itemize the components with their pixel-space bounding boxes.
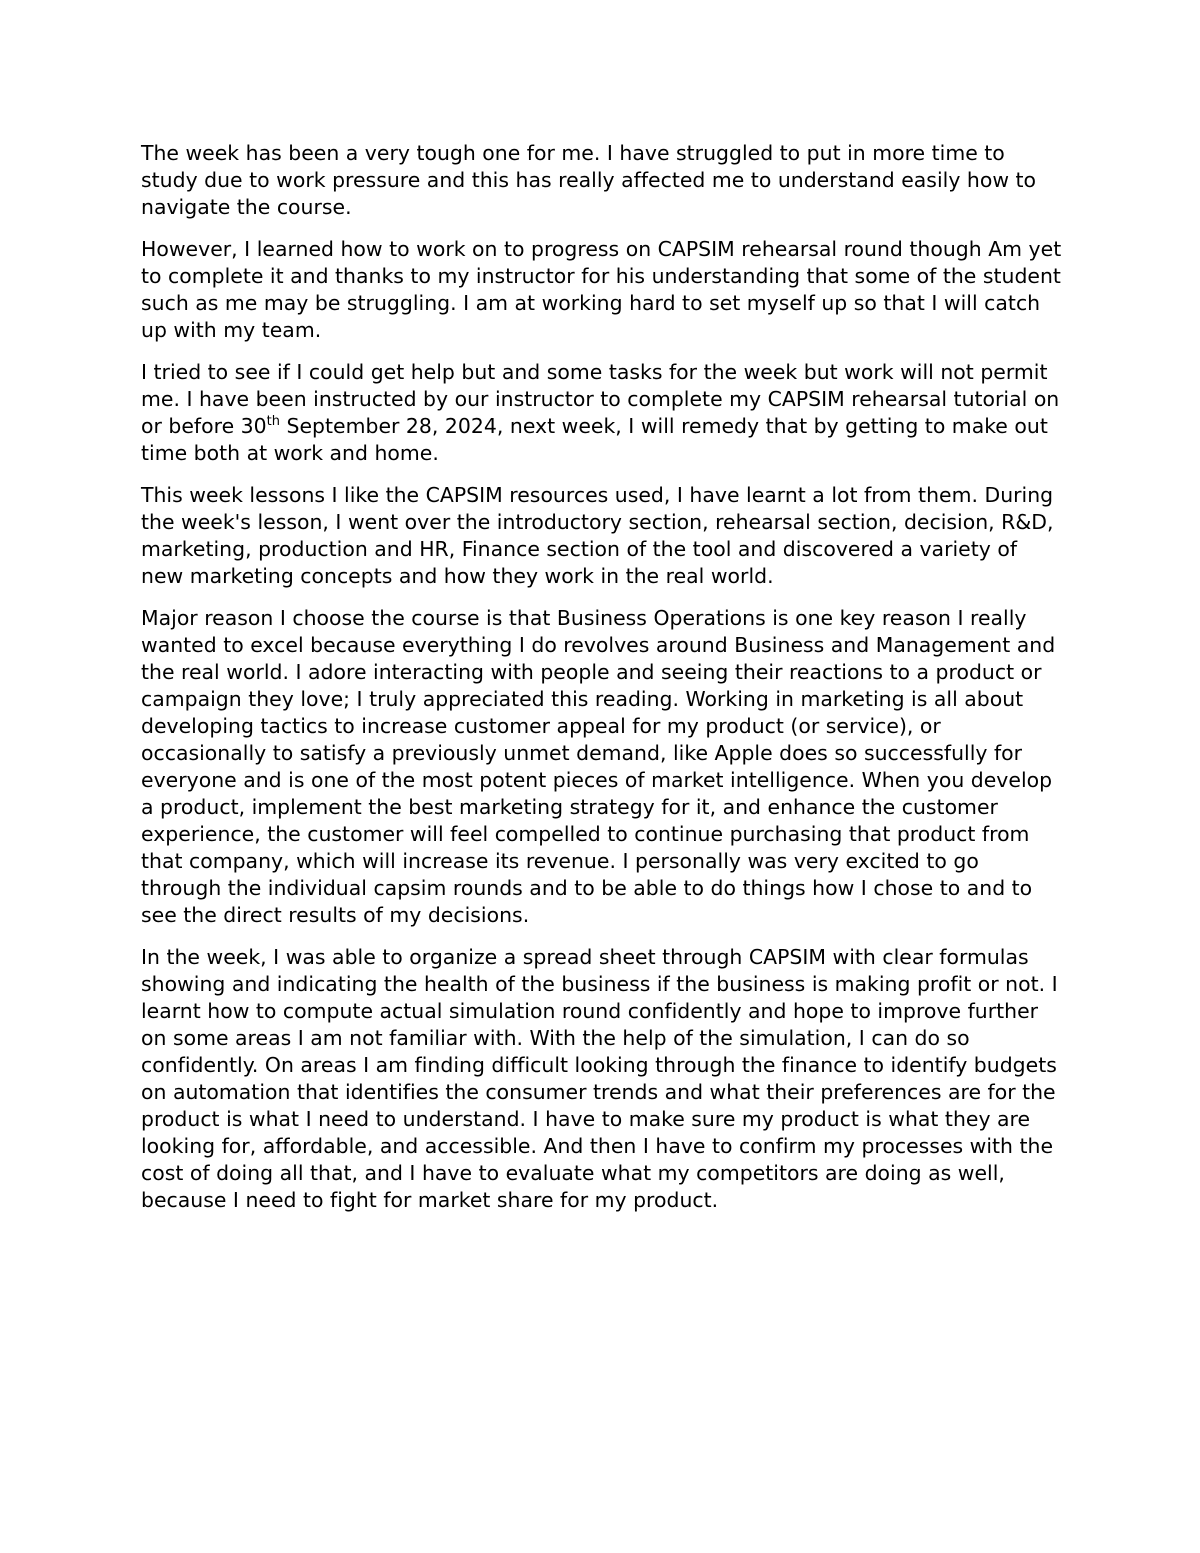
paragraph-3	[141, 359, 1063, 467]
document-body	[141, 140, 1063, 1229]
paragraph-6: In the week, I was able to organize a spread sheet through CAPSIM with clear formulas showing and indicating the health of the business if the business is making profit or not. I learnt how to compute actual simulation round confidently and hope to improve further on some areas I am not familiar with. With the help of the simulation, I can do so confidently. On areas I am finding difficult looking through the finance to identify budgets on automation that identifies the consumer trends and what their preferences are for the product is what I need to understand. I have to make sure my product is what they are looking for, affordable, and accessible. And then I have to confirm my processes with the cost of doing all that, and I have to evaluate what my competitors are doing as well, because I need to fight for market share for my product.	[141, 945, 1058, 1212]
paragraph-2: However, I learned how to work on to progress on CAPSIM rehearsal round though Am yet to complete it and thanks to my instructor for his understanding that some of the student such as me may be struggling. I am at working hard to set myself up so that I will catch up with my team.	[141, 237, 1062, 342]
paragraph-1: The week has been a very tough one for me. I have struggled to put in more time to study due to work pressure and this has really affected me to understand easily how to navigate the course.	[141, 141, 1037, 219]
paragraph-3-before: I tried to see if I could get help but and some tasks for the week but work will not permit me. I have been instructed by our instructor to complete my CAPSIM rehearsal tutorial on or before 30	[141, 360, 1060, 438]
ordinal-suffix: th	[266, 414, 281, 430]
paragraph-4: This week lessons I like the CAPSIM resources used, I have learnt a lot from them. During the week's lesson, I went over the introductory section, rehearsal section, decision, R&D, marketing, production and HR, Finance section of the tool and discovered a variety of new marketing concepts and how they work in the real world.	[141, 483, 1054, 588]
paragraph-5: Major reason I choose the course is that Business Operations is one key reason I really wanted to excel because everything I do revolves around Business and Management and the real world. I adore interacting with people and seeing their reactions to a product or campaign they love; I truly appreciated this reading. Working in marketing is all about developing tactics to increase customer appeal for my product (or service), or occasionally to satisfy a previously unmet demand, like Apple does so successfully for everyone and is one of the most potent pieces of market intelligence. When you develop a product, implement the best marketing strategy for it, and enhance the customer experience, the customer will feel compelled to continue purchasing that product from that company, which will increase its revenue. I personally was very excited to go through the individual capsim rounds and to be able to do things how I chose to and to see the direct results of my decisions.	[141, 606, 1056, 927]
paragraph-3-after: September 28, 2024, next week, I will remedy that by getting to make out time both at work and home.	[141, 414, 1048, 465]
